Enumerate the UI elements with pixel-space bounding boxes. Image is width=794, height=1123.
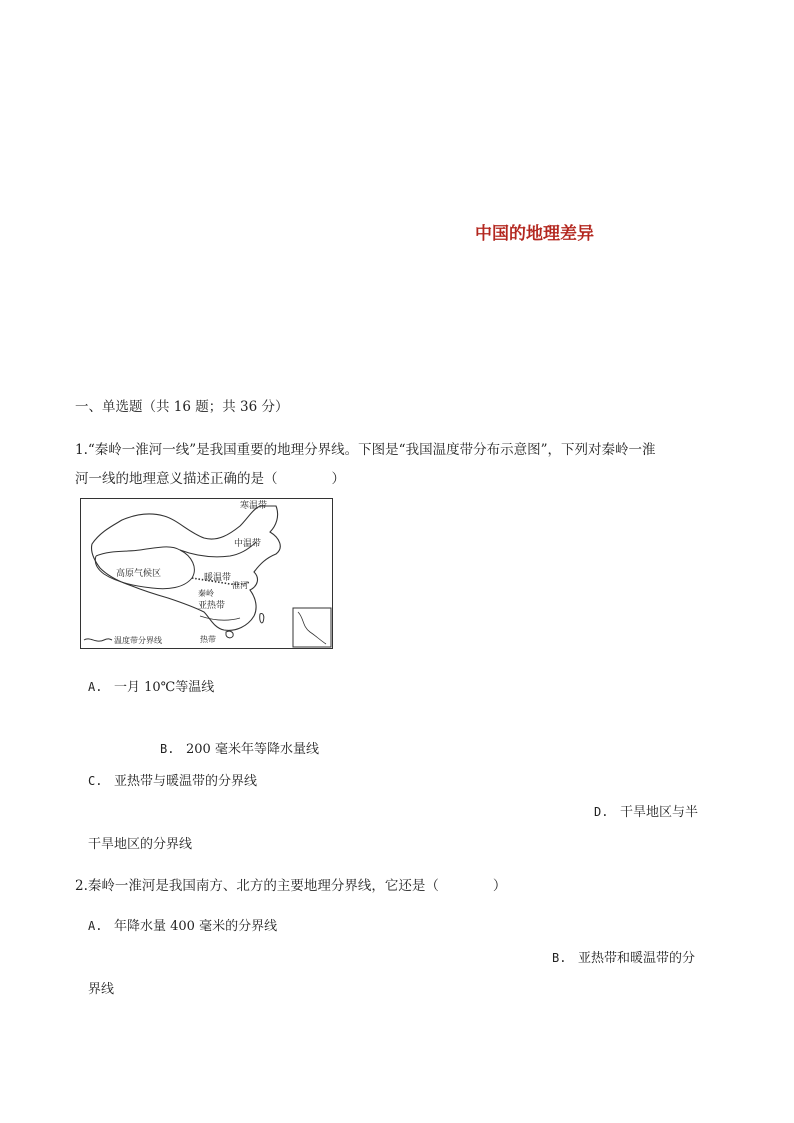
option-text: 干旱地区与半 [620, 805, 699, 820]
q2-option-a[interactable] [88, 915, 277, 934]
option-text: 亚热带和暖温带的分 [578, 951, 696, 966]
option-text: 亚热带与暖温带的分界线 [114, 774, 258, 789]
question-2-line-1: 2.秦岭一淮河是我国南方、北方的主要地理分界线，它还是（ ） [75, 878, 507, 894]
label-mid-temperate: 中温带 [234, 539, 262, 549]
option-letter: A. [88, 680, 103, 694]
q1-option-b[interactable] [160, 738, 319, 757]
option-text: 一月 10℃等温线 [114, 680, 215, 695]
option-letter: B. [552, 951, 567, 965]
option-letter: C. [88, 774, 103, 788]
q2-option-b-continued: 界线 [88, 982, 115, 997]
option-text: 年降水量 400 毫米的分界线 [114, 919, 278, 934]
label-cold-temperate: 寒温带 [240, 501, 268, 511]
south-china-sea-inset [293, 608, 331, 647]
label-warm-temperate: 暖温带 [204, 573, 232, 583]
option-text: 200 毫米年等降水量线 [186, 742, 319, 757]
label-qinling: 秦岭 [198, 589, 214, 598]
q1-option-a[interactable] [88, 676, 214, 695]
label-huaihe: 淮河 [232, 581, 248, 590]
question-1-line-2: 河一线的地理意义描述正确的是（ ） [75, 471, 345, 487]
q1-option-d-continued: 干旱地区的分界线 [88, 837, 193, 852]
question-1-line-1: 1.“秦岭一淮河一线”是我国重要的地理分界线。下图是“我国温度带分布示意图”，下列对秦岭一淮 [75, 442, 656, 458]
q1-option-d[interactable] [594, 801, 698, 820]
option-letter: A. [88, 919, 103, 933]
legend-label: 温度带分界线 [114, 636, 162, 645]
label-plateau: 高原气候区 [116, 569, 162, 579]
china-temperature-zone-map [80, 498, 333, 649]
option-letter: D. [594, 805, 609, 819]
q1-option-c[interactable] [88, 770, 257, 789]
page-title: 中国的地理差异 [475, 224, 594, 244]
section-heading: 一、单选题（共 16 题；共 36 分） [75, 399, 289, 415]
label-tropical: 热带 [200, 635, 216, 644]
label-subtropical: 亚热带 [198, 601, 226, 611]
option-letter: B. [160, 742, 175, 756]
q2-option-b[interactable] [552, 947, 695, 966]
